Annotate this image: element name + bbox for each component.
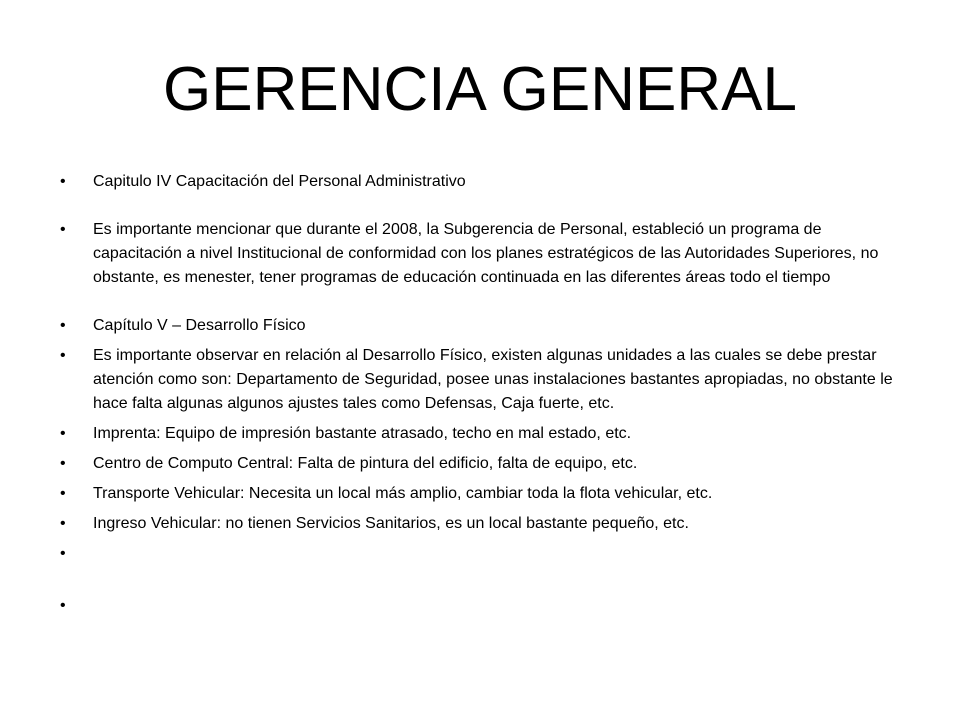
bullet-item-ingreso: • Ingreso Vehicular: no tienen Servicios Sanitarios, es un local bastante pequeño, etc. (60, 512, 902, 536)
bullet-item-training-paragraph: • Es importante mencionar que durante el 2008, la Subgerencia de Personal, estableció un programa de capacitación a nivel Institucional de conformidad con los planes estratégicos de las Autoridades Superiores, no obstante, es menester, tener programas de educación continuada en las diferentes áreas todo el tiempo (60, 218, 902, 290)
bullet-item-physical-development: • Es importante observar en relación al Desarrollo Físico, existen algunas unidades a las cuales se debe prestar atención como son: Departamento de Seguridad, posee unas instalaciones bastantes apropiadas, no obstante le hace falta algunas algunos ajustes tales como Defensas, Caja fuerte, etc. (60, 344, 902, 416)
bullet-item-empty (60, 594, 902, 618)
bullet-item-imprenta: • Imprenta: Equipo de impresión bastante atrasado, techo en mal estado, etc. (60, 422, 902, 446)
bullet-item-centro-computo: • Centro de Computo Central: Falta de pintura del edificio, falta de equipo, etc. (60, 452, 902, 476)
bullet-item-transporte: • Transporte Vehicular: Necesita un local más amplio, cambiar toda la flota vehicular, etc. (60, 482, 902, 506)
bullet-item-chapter-iv: • Capitulo IV Capacitación del Personal Administrativo (60, 170, 902, 194)
bullet-item-empty (60, 542, 902, 566)
bullet-item-chapter-v: • Capítulo V – Desarrollo Físico (60, 314, 902, 338)
slide-title: GERENCIA GENERAL (163, 55, 797, 124)
bullet-list (60, 170, 902, 618)
